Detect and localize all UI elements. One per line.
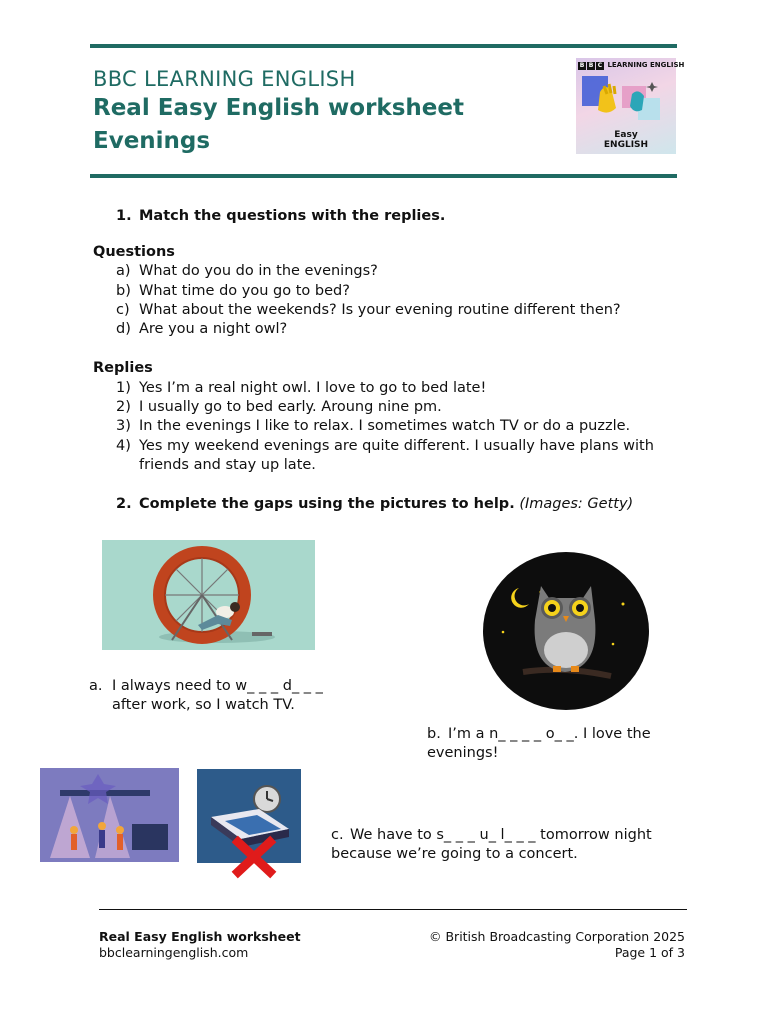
- task1-number: 1.: [116, 208, 132, 224]
- task1-instruction: Match the questions with the replies.: [139, 208, 446, 224]
- header-top-rule: [90, 44, 677, 48]
- gap-item-label: b.: [427, 726, 441, 742]
- brand-name: BBC LEARNING ENGLISH: [93, 67, 356, 91]
- hands-icon: [576, 72, 676, 128]
- reply-text-continued: friends and stay up late.: [139, 457, 316, 473]
- gap-item-text: I always need to w_ _ _ d_ _ _: [112, 678, 323, 694]
- worksheet-title: Real Easy English worksheet: [93, 95, 464, 121]
- reply-text: I usually go to bed early. Aroung nine pm.: [139, 399, 442, 415]
- question-text: What time do you go to bed?: [139, 283, 350, 299]
- night-owl-image: [483, 552, 649, 710]
- footer-copyright: © British Broadcasting Corporation 2025: [429, 929, 685, 944]
- reply-text: In the evenings I like to relax. I sometimes watch TV or do a puzzle.: [139, 418, 631, 434]
- task2-number: 2.: [116, 496, 132, 512]
- gap-item-text: evenings!: [427, 745, 499, 761]
- reply-label: 1): [116, 380, 131, 396]
- question-text: Are you a night owl?: [139, 321, 288, 337]
- image-credit: (Images: Getty): [519, 496, 634, 512]
- worksheet-topic: Evenings: [93, 128, 211, 154]
- question-label: a): [116, 263, 131, 279]
- questions-heading: Questions: [93, 244, 175, 260]
- gap-item-text: I’m a n_ _ _ _ o_ _. I love the: [448, 726, 651, 742]
- reply-text: Yes I’m a real night owl. I love to go to bed late!: [139, 380, 487, 396]
- replies-heading: Replies: [93, 360, 153, 376]
- easy-english-logo: B B C LEARNING ENGLISH Easy ENGLISH: [576, 58, 676, 154]
- question-label: d): [116, 321, 131, 337]
- gap-item-label: a.: [89, 678, 103, 694]
- question-label: c): [116, 302, 130, 318]
- reply-text: Yes my weekend evenings are quite different. I usually have plans with: [139, 438, 654, 454]
- question-text: What about the weekends? Is your evening routine different then?: [139, 302, 621, 318]
- concert-image: [40, 768, 179, 862]
- task2-instruction: Complete the gaps using the pictures to help.: [139, 496, 515, 512]
- reply-label: 2): [116, 399, 131, 415]
- question-label: b): [116, 283, 131, 299]
- gap-item-label: c.: [331, 827, 344, 843]
- footer-rule: [99, 909, 687, 910]
- footer-url[interactable]: bbclearningenglish.com: [99, 945, 249, 960]
- gap-item-text: after work, so I watch TV.: [112, 697, 295, 713]
- footer-title: Real Easy English worksheet: [99, 929, 301, 944]
- footer-page-number: Page 1 of 3: [614, 945, 685, 960]
- reply-label: 3): [116, 418, 131, 434]
- reply-label: 4): [116, 438, 131, 454]
- gap-item-text: We have to s_ _ _ u_ l_ _ _ tomorrow night: [350, 827, 652, 843]
- hamster-wheel-image: [102, 540, 315, 650]
- red-cross-icon: [232, 836, 276, 878]
- header-bottom-rule: [90, 174, 677, 178]
- gap-item-text: because we’re going to a concert.: [331, 846, 578, 862]
- question-text: What do you do in the evenings?: [139, 263, 378, 279]
- task2-instruction-line: [139, 495, 633, 515]
